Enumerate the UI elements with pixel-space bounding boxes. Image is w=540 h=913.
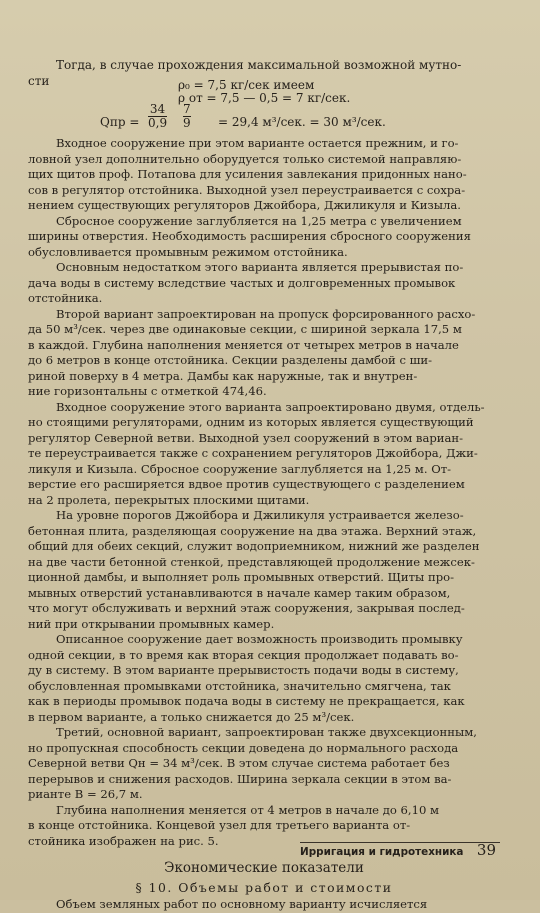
formula-intro: Тогда, в случае прохождения максимальной возможной мутно- — [56, 58, 462, 72]
formula-q-label: Qпр = — [100, 115, 140, 129]
page-number: 39 — [476, 841, 496, 859]
paragraph-line: до 6 метров в конце отстойника. Секции разделены дамбой с ши- — [28, 353, 433, 367]
formula-block — [28, 58, 500, 136]
paragraph-line: обусловленная промывками отстойника, значительно смягчена, так — [28, 678, 451, 693]
paragraph-line: Основным недостатком этого варианта является прерывистая по- — [56, 260, 464, 274]
paragraph-line: что могут обслуживать и верхний этаж сооружения, закрывая послед- — [28, 601, 465, 615]
fraction-2-numerator: 7 — [183, 102, 191, 116]
formula-sti: сти — [28, 73, 50, 88]
body-paragraphs — [28, 136, 500, 849]
paragraph-line: рианте B = 26,7 м. — [28, 787, 143, 801]
paragraph — [28, 400, 500, 509]
paragraph-line: ликуля и Кизыла. Сбросное сооружение заглубляется на 1,25 м. От- — [28, 461, 452, 476]
paragraph-line: бетонная плита, разделяющая сооружение на два этажа. Верхний этаж, — [28, 523, 477, 538]
paragraph-line: на две части бетонной стенкой, представляющей продолжение межсек- — [28, 554, 475, 569]
paragraph-line: Северной ветви Qн = 34 м³/сек. В этом случае система работает без — [28, 756, 450, 770]
paragraph-line: Описанное сооружение дает возможность производить промывку — [56, 632, 463, 646]
paragraph-line: ние горизонтальны с отметкой 474,46. — [28, 384, 267, 398]
paragraph-line: на 2 пролета, перекрытых плоскими щитами. — [28, 492, 310, 507]
paragraph-line: Третий, основной вариант, запроектирован также двухсекционным, — [56, 725, 477, 739]
paragraph-line: обусловливается промывным режимом отстойника. — [28, 244, 348, 259]
paragraph-line: ловной узел дополнительно оборудуется только системой направляю- — [28, 151, 462, 166]
paragraph-line: отстойника. — [28, 291, 103, 305]
paragraph — [28, 632, 500, 725]
fraction-1-numerator: 34 — [149, 102, 166, 116]
paragraph-line: стойника изображен на рис. 5. — [28, 833, 219, 848]
paragraph-line: дача воды в систему вследствие частых и долговременных промывок — [28, 275, 456, 290]
formula-fraction-1 — [148, 103, 167, 130]
paragraph-line: Сбросное сооружение заглубляется на 1,25 метра с увеличением — [56, 213, 462, 228]
paragraph-line: как в периоды промывок подача воды в систему не прекращается, как — [28, 694, 465, 708]
paragraph-line: риной поверху в 4 метра. Дамбы как наружные, так и внутрен- — [28, 368, 418, 383]
paragraph-line: да 50 м³/сек. через две одинаковые секции, с шириной зеркала 17,5 м — [28, 322, 462, 336]
formula-result: = 29,4 м³/сек. = 30 м³/сек. — [218, 115, 386, 129]
paragraph-line: те переустраивается также с сохранением регуляторов Джойбора, Джи- — [28, 446, 478, 460]
fraction-2-denominator: 9 — [183, 116, 191, 130]
formula-rho-ot: ρ от = 7,5 — 0,5 = 7 кг/сек. — [178, 91, 351, 105]
section-heading: Экономические показатели — [164, 860, 364, 876]
formula-rho0: ρ₀ = 7,5 кг/сек имеем — [178, 78, 315, 92]
paragraph — [28, 725, 500, 803]
paragraph-line: Входное сооружение при этом варианте остается прежним, и го- — [56, 136, 459, 150]
paragraph-line: в первом варианте, а только снижается до 25 м³/сек. — [28, 709, 355, 724]
paragraph-line: Второй вариант запроектирован на пропуск форсированного расхо- — [56, 306, 476, 321]
paragraph-line: в каждой. Глубина наполнения меняется от четырех метров в начале — [28, 337, 459, 352]
paragraph-line: ду в систему. В этом варианте прерывистость подачи воды в систему, — [28, 663, 459, 677]
paragraph — [28, 136, 500, 214]
paragraph-line: одной секции, в то время как вторая секция продолжает подавать во- — [28, 647, 459, 662]
paragraph-line: Входное сооружение этого варианта запроектировано двумя, отдель- — [56, 399, 485, 414]
fraction-1-denominator: 0,9 — [148, 116, 168, 130]
paragraph — [28, 307, 500, 400]
last-line: Объем земляных работ по основному варианту исчисляется — [56, 897, 428, 911]
paragraph-line: ционной дамбы, и выполняет роль промывных отверстий. Щиты про- — [28, 570, 455, 584]
formula-fraction-2 — [183, 103, 191, 130]
paragraph — [28, 508, 500, 632]
section-subheading: § 10. Объемы работ и стоимости — [135, 879, 393, 895]
paragraph-line: нением существующих регуляторов Джойбора, Джиликуля и Кизыла. — [28, 198, 461, 212]
paragraph-line: в конце отстойника. Концевой узел для третьего варианта от- — [28, 818, 411, 832]
paragraph-line: регулятор Северной ветви. Выходной узел сооружений в этом вариан- — [28, 430, 464, 445]
paragraph-line: но пропускная способность секции доведена до нормального расхода — [28, 740, 459, 755]
paragraph-line: Глубина наполнения меняется от 4 метров в начале до 6,10 м — [56, 802, 440, 817]
page-footer — [300, 842, 500, 858]
paragraph-line: ширины отверстия. Необходимость расширения сбросного сооружения — [28, 229, 471, 243]
paragraph-line: щих щитов проф. Потапова для усиления завлекания придонных нано- — [28, 167, 467, 181]
journal-title: Ирригация и гидротехника — [300, 846, 464, 858]
paragraph-line: перерывов и снижения расходов. Ширина зеркала секции в этом ва- — [28, 771, 452, 786]
paragraph-line: мывных отверстий устанавливаются в начале камер таким образом, — [28, 585, 451, 600]
paragraph-line: верстие его расширяется вдвое против существующего с разделением — [28, 477, 465, 491]
paragraph — [28, 260, 500, 307]
paragraph-line: На уровне порогов Джойбора и Джиликуля устраивается железо- — [56, 508, 464, 522]
paragraph-line: сов в регулятор отстойника. Выходной узел переустраивается с сохра- — [28, 182, 466, 197]
paragraph — [28, 214, 500, 261]
text-column — [28, 58, 500, 913]
paragraph-line: но стоящими регуляторами, одним из которых является существующий — [28, 415, 474, 429]
paragraph-line: ний при открывании промывных камер. — [28, 616, 275, 631]
paragraph-line: общий для обеих секций, служит водоприемником, нижний же разделен — [28, 539, 480, 553]
